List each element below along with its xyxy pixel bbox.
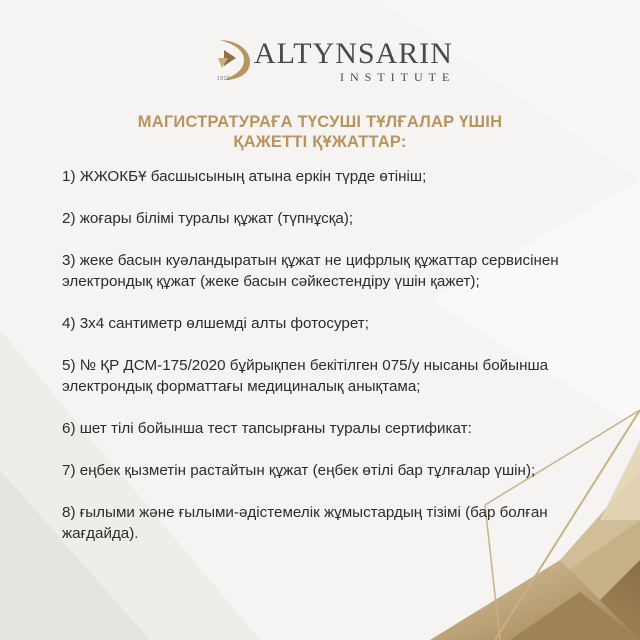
logo-wordmark: ALTYNSARIN — [254, 37, 453, 70]
document-item: 7) еңбек қызметін растайтын құжат (еңбек өтілі бар тұлғалар үшін); — [62, 462, 536, 479]
logo-subtitle: INSTITUTE — [340, 70, 456, 84]
document-item: 1) ЖЖОКБҰ басшысының атына еркін түрде өтініш; — [62, 168, 427, 185]
page-title-line-2: ҚАЖЕТТІ ҚҰЖАТТАР: — [233, 133, 407, 151]
altynsarin-logo — [214, 32, 456, 88]
logo-year: 1972 — [217, 76, 231, 82]
document-item: 6) шет тілі бойынша тест тапсырғаны туралы сертификат: — [62, 420, 472, 437]
document-item: 2) жоғары білімі туралы құжат (түпнұсқа); — [62, 210, 354, 227]
document-item: 4) 3х4 сантиметр өлшемді алты фотосурет; — [62, 315, 369, 332]
page-title — [60, 112, 580, 152]
page-title-line-1: МАГИСТРАТУРАҒА ТҮСУШІ ТҰЛҒАЛАР ҮШІН — [137, 113, 503, 131]
required-documents-list — [62, 166, 602, 565]
document-item: 5) № ҚР ДСМ-175/2020 бұйрықпен бекітілген 075/у нысаны бойынша электрондық форматтағы медициналық анықтама; — [62, 357, 549, 395]
document-item: 3) жеке басын куәландыратын құжат не цифрлық құжаттар сервисінен электрондық құжат (жеке басын сәйкестендіру үшін қажет); — [62, 252, 559, 290]
document-item: 8) ғылыми және ғылыми-әдістемелік жұмыстардың тізімі (бар болған жағдайда). — [62, 504, 548, 542]
